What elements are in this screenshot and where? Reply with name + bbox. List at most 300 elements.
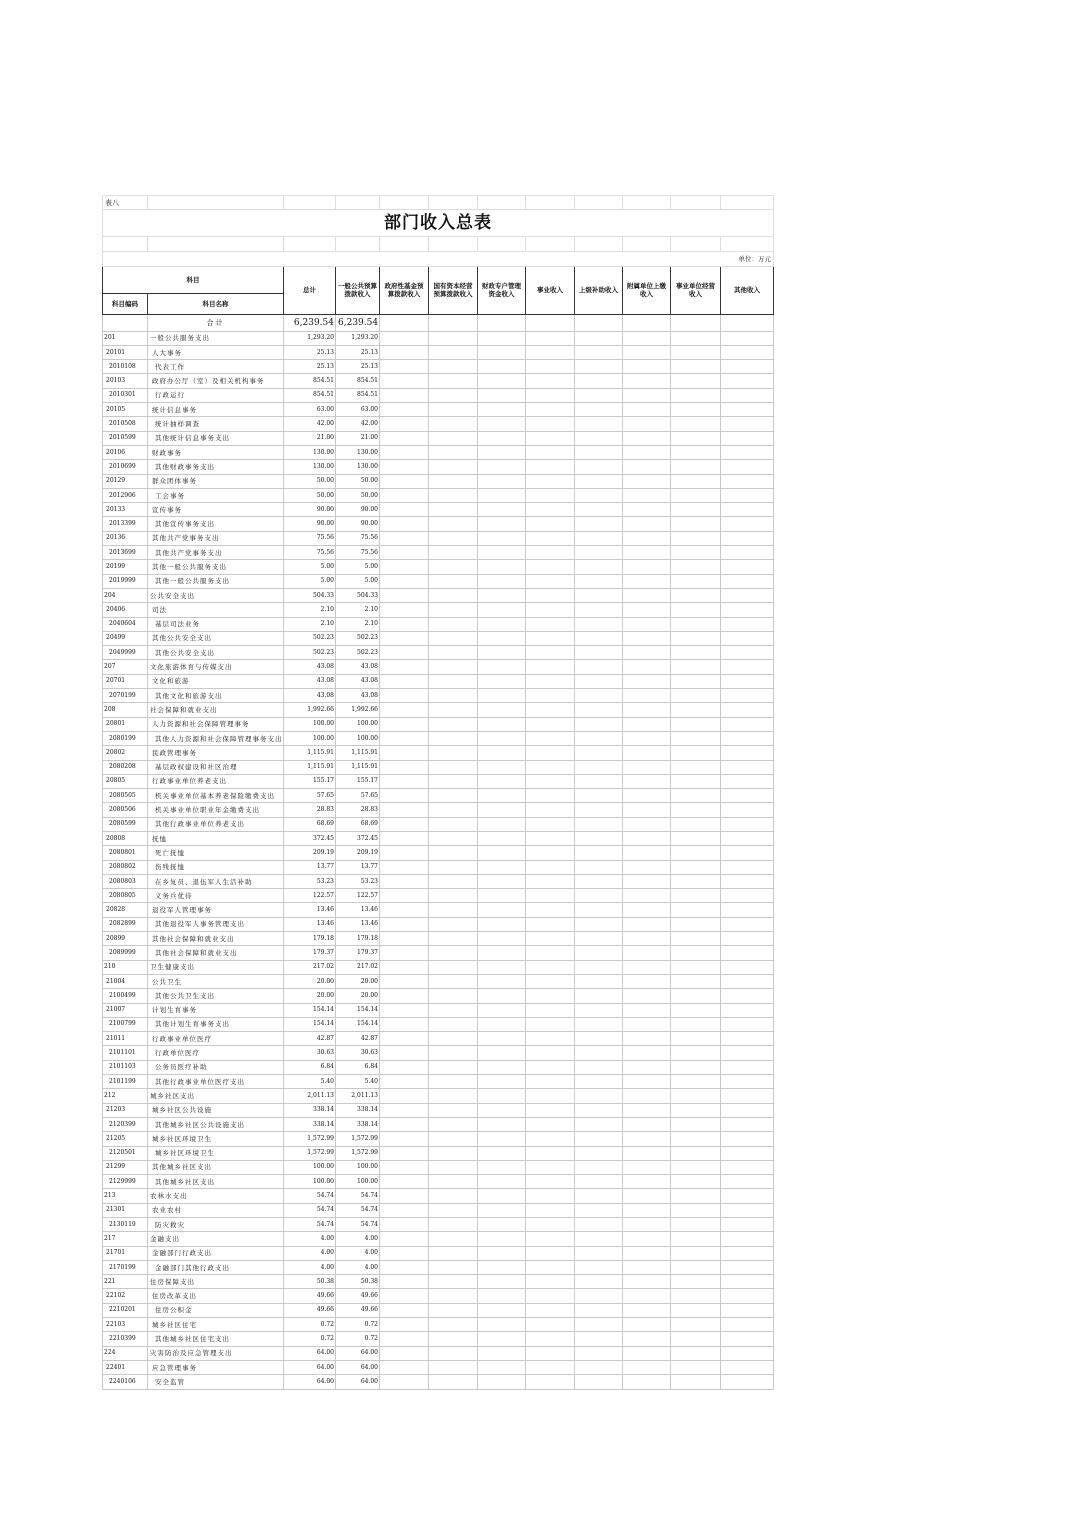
table-row	[103, 1289, 774, 1303]
subject-name: 基层政权建设和社区治理	[148, 760, 284, 774]
table-row	[103, 1375, 774, 1389]
amount-cell: 90.00	[336, 503, 380, 517]
amount-cell: 43.08	[336, 689, 380, 703]
table-row	[103, 860, 774, 874]
subject-name: 金融部门行政支出	[148, 1246, 284, 1260]
table-row	[103, 603, 774, 617]
subject-code: 20499	[103, 631, 148, 645]
subject-code: 213	[103, 1189, 148, 1203]
subject-name: 行政事业单位养老支出	[148, 774, 284, 788]
amount-cell: 1,115.91	[284, 760, 336, 774]
table-row	[103, 803, 774, 817]
table-row	[103, 546, 774, 560]
table-row	[103, 531, 774, 545]
subject-code: 20828	[103, 903, 148, 917]
subject-name: 住房保障支出	[148, 1275, 284, 1289]
subject-code: 2101103	[103, 1060, 148, 1074]
header-subject-code: 科目编码	[103, 293, 148, 314]
amount-cell: 1,992.66	[336, 703, 380, 717]
subject-code: 2080801	[103, 846, 148, 860]
subject-name: 机关事业单位职业年金缴费支出	[148, 803, 284, 817]
page-title: 部门收入总表	[103, 210, 774, 237]
amount-cell: 13.77	[284, 860, 336, 874]
table-row	[103, 1117, 774, 1131]
amount-cell: 50.38	[336, 1275, 380, 1289]
table-row	[103, 631, 774, 645]
subject-name: 其他行政事业单位养老支出	[148, 817, 284, 831]
subject-name: 一般公共服务支出	[148, 331, 284, 345]
subject-name: 灾害防治及应急管理支出	[148, 1346, 284, 1360]
subject-name: 抚恤	[148, 831, 284, 845]
table-row	[103, 917, 774, 931]
table-row	[103, 946, 774, 960]
subject-code: 20133	[103, 503, 148, 517]
subject-name: 其他城乡社区支出	[148, 1160, 284, 1174]
table-row	[103, 789, 774, 803]
amount-cell: 50.00	[336, 474, 380, 488]
table-row	[103, 831, 774, 845]
subject-name: 农业农村	[148, 1203, 284, 1217]
amount-cell: 50.38	[284, 1275, 336, 1289]
subject-name: 义务兵优待	[148, 889, 284, 903]
table-row	[103, 1060, 774, 1074]
table-row	[103, 903, 774, 917]
amount-cell: 5.00	[336, 574, 380, 588]
table-row	[103, 1003, 774, 1017]
subject-code: 2089999	[103, 946, 148, 960]
amount-cell: 100.00	[284, 717, 336, 731]
amount-cell: 25.13	[284, 345, 336, 359]
table-row	[103, 1046, 774, 1060]
amount-cell: 0.72	[336, 1318, 380, 1332]
table-row	[103, 1032, 774, 1046]
amount-cell: 43.08	[284, 689, 336, 703]
amount-cell: 0.72	[284, 1332, 336, 1346]
amount-cell: 1,115.91	[284, 746, 336, 760]
subject-name: 卫生健康支出	[148, 960, 284, 974]
amount-cell: 6.84	[336, 1060, 380, 1074]
table-row	[103, 703, 774, 717]
subject-code: 2010108	[103, 360, 148, 374]
subject-code: 2210201	[103, 1303, 148, 1317]
amount-cell: 28.83	[336, 803, 380, 817]
amount-cell: 49.66	[284, 1303, 336, 1317]
table-row	[103, 932, 774, 946]
subject-code: 21205	[103, 1132, 148, 1146]
subject-code: 20129	[103, 474, 148, 488]
subject-name: 在乡复员、退伍军人生活补助	[148, 874, 284, 888]
subject-code: 21203	[103, 1103, 148, 1117]
amount-cell: 854.51	[336, 388, 380, 402]
amount-cell: 50.00	[284, 474, 336, 488]
subject-name: 农林水支出	[148, 1189, 284, 1203]
amount-cell: 21.00	[284, 431, 336, 445]
subject-name: 其他社会保障和就业支出	[148, 946, 284, 960]
amount-cell: 4.00	[284, 1246, 336, 1260]
subject-code: 21301	[103, 1203, 148, 1217]
amount-cell: 100.00	[336, 1160, 380, 1174]
subject-code: 22102	[103, 1289, 148, 1303]
subject-name: 其他退役军人事务管理支出	[148, 917, 284, 931]
subject-name: 政府办公厅（室）及相关机构事务	[148, 374, 284, 388]
subject-code: 2129999	[103, 1175, 148, 1189]
subject-name: 城乡社区公共设施	[148, 1103, 284, 1117]
subject-name: 公共安全支出	[148, 588, 284, 602]
subject-code: 20101	[103, 345, 148, 359]
subject-code: 2080805	[103, 889, 148, 903]
table-row	[103, 874, 774, 888]
subject-code: 224	[103, 1346, 148, 1360]
subject-code: 2012906	[103, 488, 148, 502]
subject-code: 21011	[103, 1032, 148, 1046]
subject-name: 城乡社区环境卫生	[148, 1146, 284, 1160]
amount-cell: 338.14	[284, 1117, 336, 1131]
amount-cell: 6.84	[284, 1060, 336, 1074]
table-row	[103, 474, 774, 488]
header-col-5: 事业收入	[526, 266, 575, 314]
subject-code: 2010599	[103, 431, 148, 445]
amount-cell: 30.63	[284, 1046, 336, 1060]
amount-cell: 1,572.99	[284, 1132, 336, 1146]
amount-cell: 854.51	[336, 374, 380, 388]
subject-code: 2130119	[103, 1218, 148, 1232]
amount-cell: 4.00	[336, 1232, 380, 1246]
subject-name: 基层司法业务	[148, 617, 284, 631]
amount-cell: 68.69	[336, 817, 380, 831]
table-row	[103, 1303, 774, 1317]
amount-cell: 13.46	[336, 903, 380, 917]
amount-cell: 75.56	[284, 546, 336, 560]
subject-name: 群众团体事务	[148, 474, 284, 488]
amount-cell: 90.00	[336, 517, 380, 531]
table-row	[103, 1246, 774, 1260]
subject-name: 死亡抚恤	[148, 846, 284, 860]
amount-cell: 49.66	[284, 1289, 336, 1303]
subject-code: 20105	[103, 403, 148, 417]
subject-code: 21004	[103, 974, 148, 988]
subject-code: 2010699	[103, 460, 148, 474]
amount-cell: 2,011.13	[284, 1089, 336, 1103]
subject-code: 2170199	[103, 1260, 148, 1274]
table-row	[103, 646, 774, 660]
subject-code: 21701	[103, 1246, 148, 1260]
table-row	[103, 1089, 774, 1103]
subject-code: 2210399	[103, 1332, 148, 1346]
subject-name: 其他城乡社区支出	[148, 1175, 284, 1189]
subject-code: 2100799	[103, 1017, 148, 1031]
table-row	[103, 1075, 774, 1089]
header-col-1: 一般公共预算拨款收入	[336, 266, 380, 314]
amount-cell: 54.74	[284, 1189, 336, 1203]
amount-cell: 5.40	[284, 1075, 336, 1089]
table-row	[103, 717, 774, 731]
total-value-1: 6,239.54	[336, 314, 380, 331]
amount-cell: 372.45	[284, 831, 336, 845]
amount-cell: 4.00	[284, 1260, 336, 1274]
table-row	[103, 1232, 774, 1246]
amount-cell: 42.00	[336, 417, 380, 431]
amount-cell: 20.00	[284, 974, 336, 988]
subject-name: 工会事务	[148, 488, 284, 502]
subject-code: 208	[103, 703, 148, 717]
table-row	[103, 817, 774, 831]
amount-cell: 25.13	[336, 360, 380, 374]
table-row	[103, 417, 774, 431]
amount-cell: 154.14	[284, 1017, 336, 1031]
subject-name: 其他宣传事务支出	[148, 517, 284, 531]
subject-code: 20802	[103, 746, 148, 760]
amount-cell: 209.19	[284, 846, 336, 860]
table-row	[103, 1260, 774, 1274]
table-row	[103, 960, 774, 974]
amount-cell: 28.83	[284, 803, 336, 817]
subject-name: 伤残抚恤	[148, 860, 284, 874]
total-row	[103, 314, 774, 331]
header-subject-name: 科目名称	[148, 293, 284, 314]
amount-cell: 1,115.91	[336, 746, 380, 760]
amount-cell: 57.65	[336, 789, 380, 803]
table-row	[103, 846, 774, 860]
table-row	[103, 345, 774, 359]
table-row	[103, 1103, 774, 1117]
amount-cell: 502.23	[336, 646, 380, 660]
subject-code: 2080208	[103, 760, 148, 774]
header-col-4: 财政专户管理资金收入	[478, 266, 526, 314]
amount-cell: 4.00	[336, 1246, 380, 1260]
header-col-6: 上级补助收入	[575, 266, 623, 314]
table-row	[103, 374, 774, 388]
amount-cell: 854.51	[284, 374, 336, 388]
amount-cell: 50.00	[284, 488, 336, 502]
amount-cell: 854.51	[284, 388, 336, 402]
subject-code: 2013699	[103, 546, 148, 560]
amount-cell: 13.46	[284, 917, 336, 931]
amount-cell: 5.40	[336, 1075, 380, 1089]
amount-cell: 154.14	[284, 1003, 336, 1017]
amount-cell: 43.08	[336, 674, 380, 688]
amount-cell: 21.00	[336, 431, 380, 445]
subject-code: 20406	[103, 603, 148, 617]
amount-cell: 502.23	[336, 631, 380, 645]
amount-cell: 75.56	[336, 531, 380, 545]
amount-cell: 179.37	[284, 946, 336, 960]
table-row	[103, 488, 774, 502]
income-summary-table	[102, 195, 774, 1390]
amount-cell: 42.00	[284, 417, 336, 431]
amount-cell: 4.00	[336, 1260, 380, 1274]
income-summary-sheet	[102, 195, 773, 1390]
amount-cell: 130.00	[284, 445, 336, 459]
table-row	[103, 517, 774, 531]
subject-name: 其他一般公共服务支出	[148, 574, 284, 588]
amount-cell: 179.18	[336, 932, 380, 946]
subject-name: 金融支出	[148, 1232, 284, 1246]
amount-cell: 64.00	[336, 1360, 380, 1374]
amount-cell: 42.87	[336, 1032, 380, 1046]
subject-name: 机关事业单位基本养老保险缴费支出	[148, 789, 284, 803]
subject-name: 文化旅游体育与传媒支出	[148, 660, 284, 674]
amount-cell: 154.14	[336, 1017, 380, 1031]
subject-name: 人大事务	[148, 345, 284, 359]
subject-name: 其他统计信息事务支出	[148, 431, 284, 445]
subject-name: 城乡社区支出	[148, 1089, 284, 1103]
subject-code: 2101101	[103, 1046, 148, 1060]
table-row	[103, 1332, 774, 1346]
amount-cell: 100.00	[336, 731, 380, 745]
subject-code: 20136	[103, 531, 148, 545]
amount-cell: 13.46	[284, 903, 336, 917]
amount-cell: 49.66	[336, 1289, 380, 1303]
subject-code: 20899	[103, 932, 148, 946]
subject-code: 2010301	[103, 388, 148, 402]
subject-name: 其他社会保障和就业支出	[148, 932, 284, 946]
amount-cell: 13.77	[336, 860, 380, 874]
subject-name: 计划生育事务	[148, 1003, 284, 1017]
amount-cell: 5.00	[284, 574, 336, 588]
subject-code: 2019999	[103, 574, 148, 588]
header-subject-group: 科目	[103, 266, 284, 293]
amount-cell: 13.46	[336, 917, 380, 931]
subject-name: 其他行政事业单位医疗支出	[148, 1075, 284, 1089]
table-row	[103, 1146, 774, 1160]
subject-name: 安全监管	[148, 1375, 284, 1389]
subject-name: 城乡社区环境卫生	[148, 1132, 284, 1146]
amount-cell: 64.00	[336, 1346, 380, 1360]
amount-cell: 0.72	[336, 1332, 380, 1346]
amount-cell: 5.00	[336, 560, 380, 574]
amount-cell: 43.08	[284, 660, 336, 674]
subject-code: 2070199	[103, 689, 148, 703]
amount-cell: 338.14	[284, 1103, 336, 1117]
subject-name: 其他城乡社区住宅支出	[148, 1332, 284, 1346]
amount-cell: 1,572.99	[336, 1146, 380, 1160]
subject-code: 2101199	[103, 1075, 148, 1089]
amount-cell: 0.72	[284, 1318, 336, 1332]
header-col-2: 政府性基金预算拨款收入	[380, 266, 429, 314]
table-row	[103, 689, 774, 703]
amount-cell: 20.00	[336, 989, 380, 1003]
amount-cell: 155.17	[336, 774, 380, 788]
amount-cell: 25.13	[336, 345, 380, 359]
subject-name: 司法	[148, 603, 284, 617]
subject-name: 退役军人管理事务	[148, 903, 284, 917]
amount-cell: 179.37	[336, 946, 380, 960]
amount-cell: 338.14	[336, 1117, 380, 1131]
table-row	[103, 503, 774, 517]
amount-cell: 122.57	[336, 889, 380, 903]
table-row	[103, 560, 774, 574]
amount-cell: 504.33	[284, 588, 336, 602]
subject-code: 201	[103, 331, 148, 345]
subject-code: 20801	[103, 717, 148, 731]
subject-code: 2049999	[103, 646, 148, 660]
amount-cell: 64.00	[284, 1346, 336, 1360]
subject-name: 宣传事务	[148, 503, 284, 517]
amount-cell: 57.65	[284, 789, 336, 803]
subject-code: 2010508	[103, 417, 148, 431]
total-label: 合计	[148, 314, 284, 331]
amount-cell: 209.19	[336, 846, 380, 860]
amount-cell: 100.00	[284, 1175, 336, 1189]
amount-cell: 5.00	[284, 560, 336, 574]
table-row	[103, 660, 774, 674]
amount-cell: 54.74	[284, 1203, 336, 1217]
subject-code: 217	[103, 1232, 148, 1246]
subject-code: 22103	[103, 1318, 148, 1332]
amount-cell: 49.66	[336, 1303, 380, 1317]
subject-name: 金融部门其他行政支出	[148, 1260, 284, 1274]
subject-code: 20805	[103, 774, 148, 788]
table-row	[103, 388, 774, 402]
table-row	[103, 445, 774, 459]
amount-cell: 54.74	[336, 1218, 380, 1232]
subject-name: 住房公积金	[148, 1303, 284, 1317]
amount-cell: 100.00	[336, 1175, 380, 1189]
subject-name: 其他一般公共服务支出	[148, 560, 284, 574]
subject-name: 其他共产党事务支出	[148, 546, 284, 560]
subject-code: 20701	[103, 674, 148, 688]
subject-name: 财政事务	[148, 445, 284, 459]
amount-cell: 43.08	[336, 660, 380, 674]
subject-code: 2240106	[103, 1375, 148, 1389]
amount-cell: 122.57	[284, 889, 336, 903]
subject-name: 其他计划生育事务支出	[148, 1017, 284, 1031]
table-row	[103, 1160, 774, 1174]
table-tag: 表八	[103, 196, 148, 210]
subject-code: 2100499	[103, 989, 148, 1003]
subject-name: 行政单位医疗	[148, 1046, 284, 1060]
subject-code: 2080199	[103, 731, 148, 745]
subject-code: 22401	[103, 1360, 148, 1374]
subject-name: 其他城乡社区公共设施支出	[148, 1117, 284, 1131]
table-row	[103, 588, 774, 602]
amount-cell: 43.08	[284, 674, 336, 688]
amount-cell: 100.00	[284, 731, 336, 745]
amount-cell: 64.00	[284, 1360, 336, 1374]
amount-cell: 179.18	[284, 932, 336, 946]
table-row	[103, 431, 774, 445]
table-row	[103, 774, 774, 788]
table-row	[103, 974, 774, 988]
subject-name: 代表工作	[148, 360, 284, 374]
amount-cell: 217.02	[336, 960, 380, 974]
subject-code: 2082899	[103, 917, 148, 931]
amount-cell: 63.00	[336, 403, 380, 417]
table-row	[103, 460, 774, 474]
table-row	[103, 1203, 774, 1217]
amount-cell: 64.00	[336, 1375, 380, 1389]
table-row	[103, 889, 774, 903]
amount-cell: 1,992.66	[284, 703, 336, 717]
header-col-8: 事业单位经营收入	[671, 266, 721, 314]
amount-cell: 90.00	[284, 503, 336, 517]
table-row	[103, 1189, 774, 1203]
amount-cell: 1,293.20	[336, 331, 380, 345]
amount-cell: 130.00	[336, 460, 380, 474]
table-row	[103, 360, 774, 374]
subject-name: 其他公共安全支出	[148, 631, 284, 645]
amount-cell: 1,293.20	[284, 331, 336, 345]
subject-name: 其他公共安全支出	[148, 646, 284, 660]
table-row	[103, 1275, 774, 1289]
subject-code: 20199	[103, 560, 148, 574]
amount-cell: 54.74	[336, 1189, 380, 1203]
amount-cell: 20.00	[336, 974, 380, 988]
amount-cell: 64.00	[284, 1375, 336, 1389]
table-body	[103, 196, 774, 1390]
header-col-3: 国有资本经营预算拨款收入	[429, 266, 478, 314]
subject-name: 公务员医疗补助	[148, 1060, 284, 1074]
